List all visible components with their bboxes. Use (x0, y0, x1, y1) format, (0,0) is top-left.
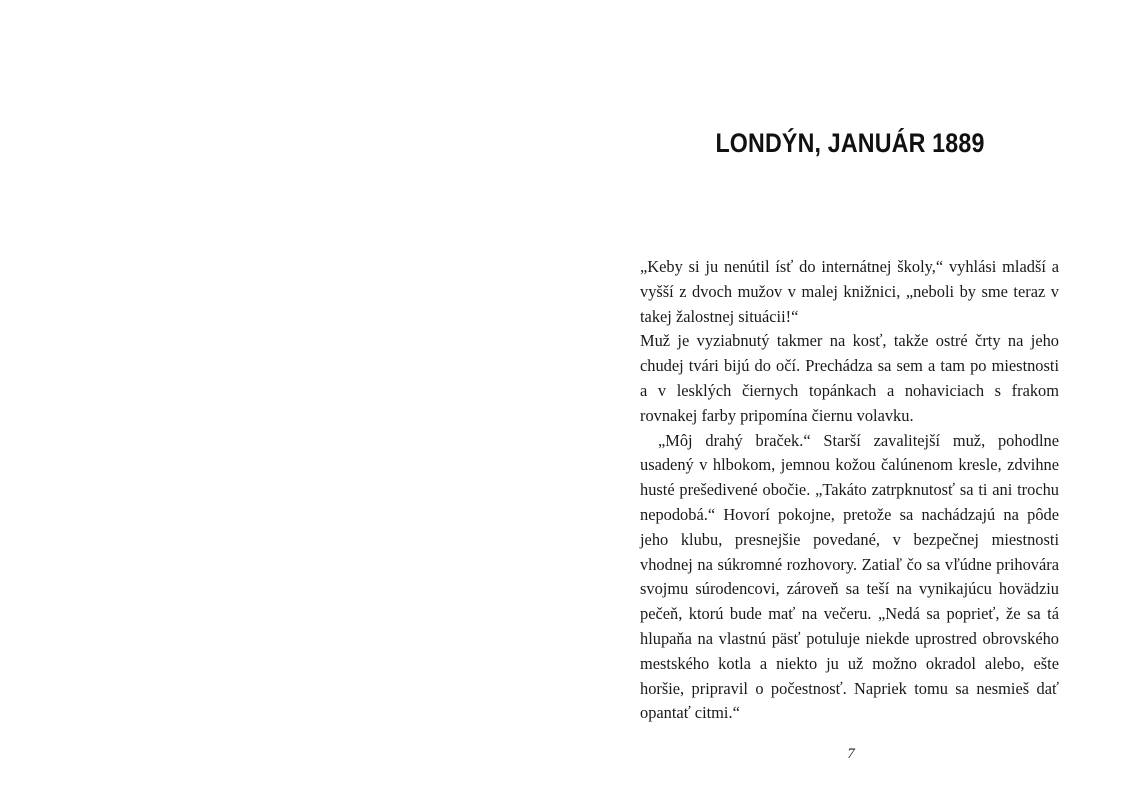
paragraph-2: Muž je vyziabnutý takmer na kosť, takže ostré črty na jeho chudej tvári bijú do očí. Prechádza sa sem a tam po miestnosti a v lesklých čiernych topánkach a nohaviciach s frakom rovnakej farby pripomína čiernu volavku. (640, 331, 1059, 425)
paragraph-3: „Môj drahý braček.“ Starší zavalitejší muž, pohodlne usadený v hlbokom, jemnou kožou čalúnenom kresle, zdvihne husté prešedivené obočie. „Takáto zatrpknutosť sa ti ani trochu nepodobá.“ Hovorí pokojne, pretože sa nachádzajú na pôde jeho klubu, presnejšie povedané, v bezpečnej miestnosti vhodnej na súkromné rozhovory. Zatiaľ čo sa vľúdne prihovára svojmu súrodencovi, zároveň sa teší na vynikajúcu hovädziu pečeň, ktorú bude mať na večeru. „Nedá sa poprieť, že sa tá hlupaňa na vlastnú päsť potuluje niekde uprostred obrovského mestského kotla a niekto ju už možno okradol alebo, ešte horšie, pripravil o počestnosť. Napriek tomu sa nesmieš dať opantať citmi.“ (640, 430, 1059, 723)
right-page (566, 0, 1132, 800)
paragraph-1: „Keby si ju nenútil ísť do internátnej školy,“ vyhlási mladší a vyšší z dvoch mužov v malej knižnici, „neboli by sme teraz v takej žalostnej situácii!“ (640, 257, 1059, 326)
page-number: 7 (847, 746, 855, 762)
body-text (640, 255, 1059, 726)
chapter-title: LONDÝN, JANUÁR 1889 (715, 128, 985, 158)
